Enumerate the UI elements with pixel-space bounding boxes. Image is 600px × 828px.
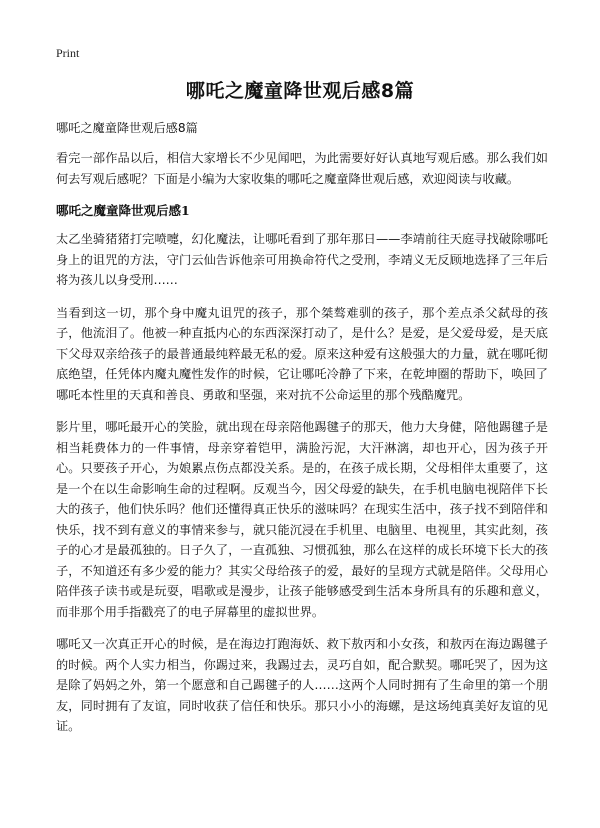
page-title: 哪吒之魔童降世观后感8篇 bbox=[185, 80, 415, 102]
paragraph-1: 太乙坐骑猪猪打完喷嚏，幻化魔法，让哪吒看到了那年那日——李靖前往天庭寻找破除哪吒身上的诅咒的方法，守门云仙告诉他亲可用换命符代之受刑，李靖义无反顾地选择了三年后将为孩儿以身受刑…… bbox=[56, 232, 548, 287]
print-link[interactable]: Print bbox=[56, 46, 80, 60]
paragraph-4: 哪吒又一次真正开心的时候，是在海边打跑海妖、救下敖丙和小女孩，和敖丙在海边踢毽子的时候。两个人实力相当，你踢过来，我踢过去，灵巧自如，配合默契。哪吒哭了，因为这是除了妈妈之外，第一个愿意和自己踢毽子的人……这两个人同时拥有了生命里的第一个朋友，同时拥有了友谊，同时收获了信任和快乐。那只小小的海螺，是这场纯真美好友谊的见证。 bbox=[56, 637, 548, 733]
article-subtitle: 哪吒之魔童降世观后感8篇 bbox=[56, 121, 198, 135]
section-heading: 哪吒之魔童降世观后感1 bbox=[56, 203, 190, 218]
paragraph-3: 影片里，哪吒最开心的笑脸，就出现在母亲陪他踢毽子的那天，他力大身健，陪他踢毽子是相当耗费体力的一件事情，母亲穿着铠甲，满脸污泥，大汗淋漓，却也开心，因为孩子开心。只要孩子开心，为娘累点伤点都没关系。是的，在孩子成长期，父母相伴太重要了，这是一个在以生命影响生命的过程啊。反观当今，因父母爱的缺失，在手机电脑电视陪伴下长大的孩子，他们快乐吗？他们还懂得真正快乐的滋味吗？在现实生活中，孩子找不到陪伴和快乐，找不到有意义的事情来参与，就只能沉浸在手机里、电脑里、电视里，其实此刻，孩子的心才是最孤独的。日子久了，一直孤独、习惯孤独，那么在这样的成长环境下长大的孩子，不知道还有多少爱的能力？其实父母给孩子的爱，最好的呈现方式就是陪伴。父母用心陪伴孩子读书或是玩耍，唱歌或是漫步，让孩子能够感受到生活本身所具有的乐趣和意义，而非那个用手指戳亮了的电子屏幕里的虚拟世界。 bbox=[56, 420, 548, 619]
intro-paragraph: 看完一部作品以后，相信大家增长不少见闻吧，为此需要好好认真地写观后感。那么我们如何去写观后感呢？下面是小编为大家收集的哪吒之魔童降世观后感，欢迎阅读与收藏。 bbox=[56, 151, 548, 186]
paragraph-2: 当看到这一切，那个身中魔丸诅咒的孩子，那个桀骜难驯的孩子，那个差点杀父弑母的孩子，他流泪了。他被一种直抵内心的东西深深打动了，是什么？是爱，是父爱母爱，是天底下父母双亲给孩子的最普通最纯粹最无私的爱。原来这种爱有这般强大的力量，就在哪吒彻底绝望，任凭体内魔丸魔性发作的时候，它让哪吒冷静了下来，在乾坤圈的帮助下，唤回了哪吒本性里的天真和善良、勇敢和坚强，来对抗不公命运里的那个残酷魔咒。 bbox=[56, 305, 548, 402]
article-body bbox=[56, 118, 548, 749]
